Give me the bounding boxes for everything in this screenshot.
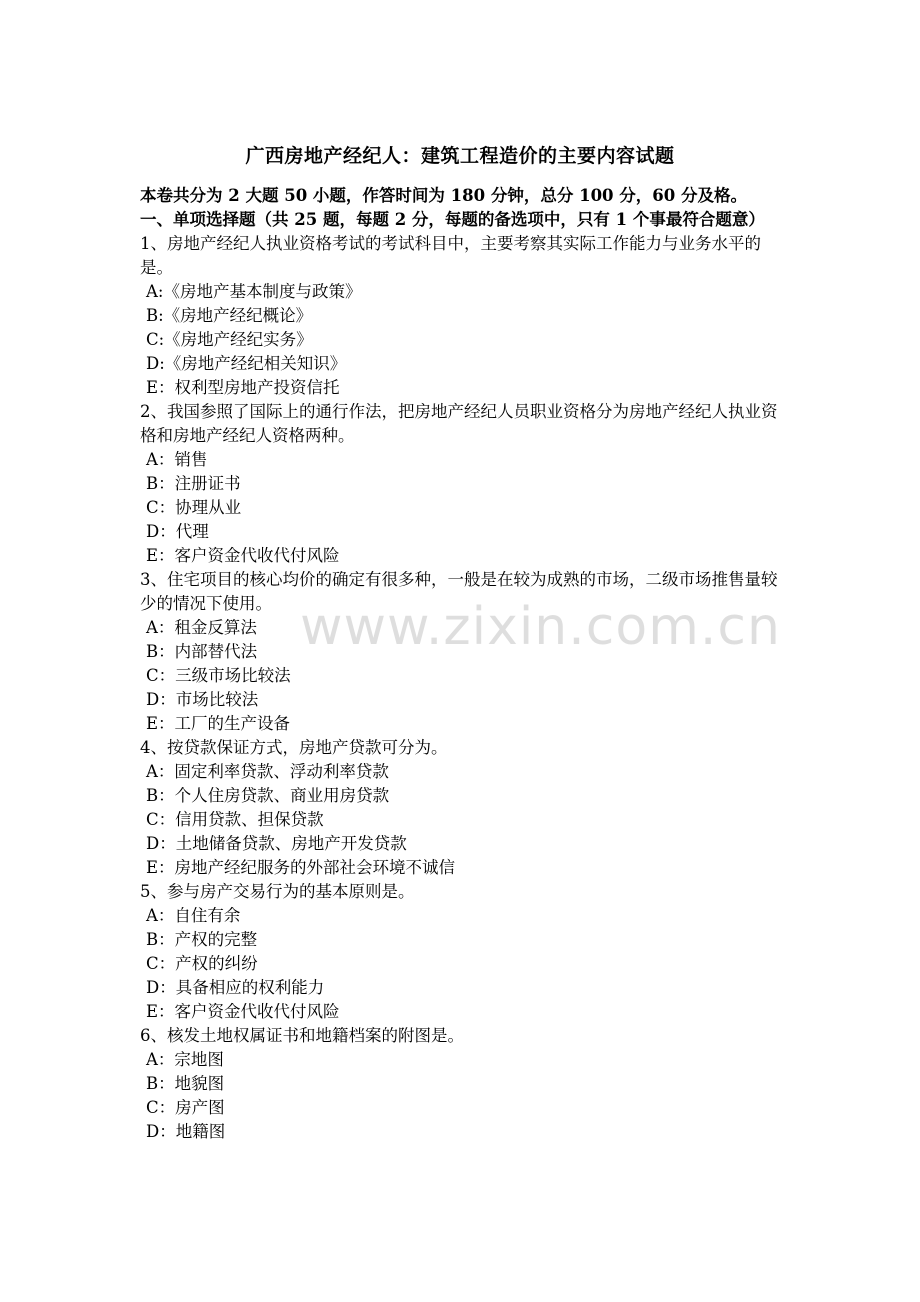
answer-option: B:《房地产经纪概论》 bbox=[146, 306, 313, 325]
question-text: 4、按贷款保证方式，房地产贷款可分为。 bbox=[140, 738, 448, 757]
exam-intro: 本卷共分为 2 大题 50 小题，作答时间为 180 分钟，总分 100 分，60 分及格。 bbox=[140, 186, 747, 205]
answer-option: C:《房地产经纪实务》 bbox=[146, 330, 313, 349]
answer-option: E：客户资金代收代付风险 bbox=[146, 1002, 340, 1021]
answer-option: D:《房地产经纪相关知识》 bbox=[146, 354, 347, 373]
answer-option: B：注册证书 bbox=[146, 474, 241, 493]
answer-option: A：宗地图 bbox=[146, 1050, 224, 1069]
answer-option: D：土地储备贷款、房地产开发贷款 bbox=[146, 834, 407, 853]
answer-option: D：市场比较法 bbox=[146, 690, 259, 709]
document-body bbox=[140, 184, 785, 1144]
question-list bbox=[140, 232, 785, 1144]
answer-option: D：代理 bbox=[146, 522, 209, 541]
question-text: 6、核发土地权属证书和地籍档案的附图是。 bbox=[140, 1026, 464, 1045]
document-title: 广西房地产经纪人：建筑工程造价的主要内容试题 bbox=[245, 145, 675, 167]
answer-option: C：三级市场比较法 bbox=[146, 666, 291, 685]
question-item bbox=[140, 736, 785, 880]
question-item bbox=[140, 400, 785, 568]
answer-option: E：房地产经纪服务的外部社会环境不诚信 bbox=[146, 858, 456, 877]
answer-option: E：客户资金代收代付风险 bbox=[146, 546, 340, 565]
answer-option: D：具备相应的权利能力 bbox=[146, 978, 325, 997]
question-item bbox=[140, 568, 785, 736]
question-text: 5、参与房产交易行为的基本原则是。 bbox=[140, 882, 415, 901]
answer-option: A:《房地产基本制度与政策》 bbox=[146, 282, 362, 301]
answer-option: A：租金反算法 bbox=[146, 618, 257, 637]
answer-option: B：个人住房贷款、商业用房贷款 bbox=[146, 786, 390, 805]
answer-option: C：产权的纠纷 bbox=[146, 954, 258, 973]
question-text: 1、房地产经纪人执业资格考试的考试科目中，主要考察其实际工作能力与业务水平的是。 bbox=[140, 234, 761, 277]
answer-option: C：协理从业 bbox=[146, 498, 242, 517]
question-item bbox=[140, 1024, 785, 1144]
answer-option: E：权利型房地产投资信托 bbox=[146, 378, 340, 397]
answer-option: E：工厂的生产设备 bbox=[146, 714, 291, 733]
answer-option: A：销售 bbox=[146, 450, 208, 469]
answer-option: A：固定利率贷款、浮动利率贷款 bbox=[146, 762, 389, 781]
answer-option: C：信用贷款、担保贷款 bbox=[146, 810, 324, 829]
question-text: 2、我国参照了国际上的通行作法，把房地产经纪人员职业资格分为房地产经纪人执业资格和房地产经纪人资格两种。 bbox=[140, 402, 778, 445]
question-text: 3、住宅项目的核心均价的确定有很多种，一般是在较为成熟的市场，二级市场推售量较少的情况下使用。 bbox=[140, 570, 778, 613]
question-item bbox=[140, 232, 785, 400]
answer-option: B：内部替代法 bbox=[146, 642, 258, 661]
question-item bbox=[140, 880, 785, 1024]
answer-option: B：产权的完整 bbox=[146, 930, 258, 949]
watermark: www.zixin.com.cn bbox=[300, 597, 781, 657]
answer-option: C：房产图 bbox=[146, 1098, 225, 1117]
section-heading: 一、单项选择题（共 25 题，每题 2 分，每题的备选项中，只有 1 个事最符合题意） bbox=[140, 210, 765, 229]
answer-option: B：地貌图 bbox=[146, 1074, 225, 1093]
answer-option: A：自住有余 bbox=[146, 906, 241, 925]
answer-option: D：地籍图 bbox=[146, 1122, 226, 1141]
